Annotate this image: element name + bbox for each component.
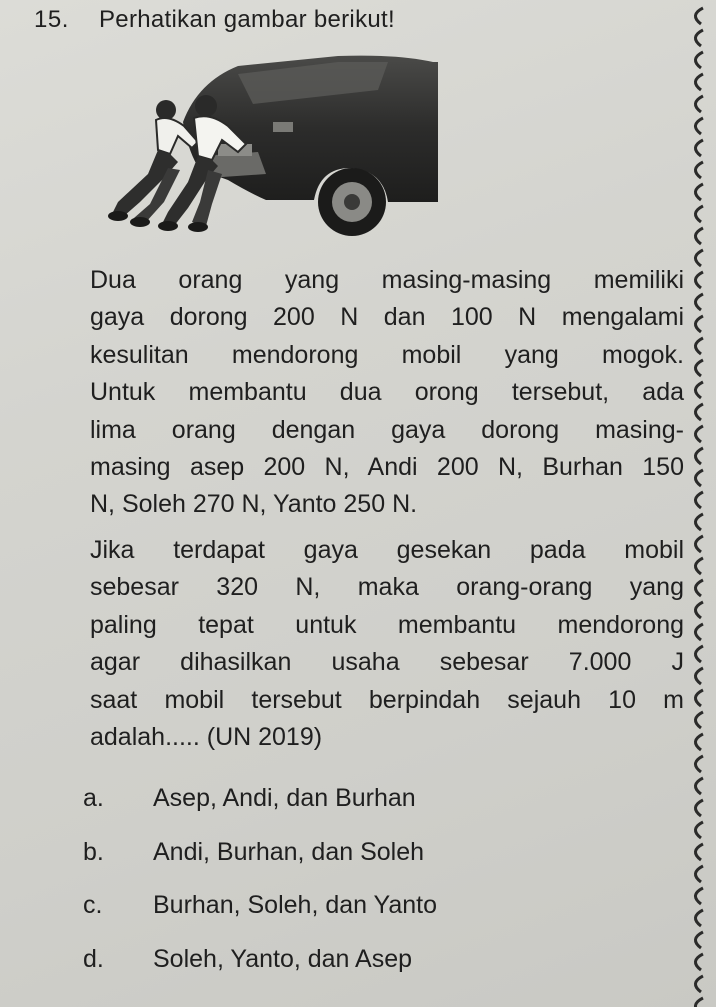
option-text: Burhan, Soleh, dan Yanto bbox=[153, 891, 438, 919]
option-letter: c. bbox=[83, 891, 103, 919]
binding-ring bbox=[695, 272, 703, 288]
binding-ring bbox=[695, 96, 703, 112]
binding-ring bbox=[695, 558, 703, 574]
paragraph-line: gaya dorong 200 N dan 100 N mengalami bbox=[90, 303, 684, 332]
paragraph-line: masing asep 200 N, Andi 200 N, Burhan 150 bbox=[90, 453, 684, 482]
question-prompt-paragraph bbox=[90, 532, 684, 756]
binding-ring bbox=[695, 712, 703, 728]
binding-ring bbox=[695, 250, 703, 266]
binding-ring bbox=[695, 756, 703, 772]
binding-ring bbox=[695, 382, 703, 398]
binding-ring bbox=[695, 514, 703, 530]
binding-ring bbox=[695, 536, 703, 552]
binding-ring bbox=[695, 52, 703, 68]
binding-ring bbox=[695, 118, 703, 134]
binding-ring bbox=[695, 866, 703, 882]
paragraph-line: agar dihasilkan usaha sebesar 7.000 J bbox=[90, 648, 684, 677]
binding-ring bbox=[695, 976, 703, 992]
binding-ring bbox=[695, 8, 703, 24]
binding-ring bbox=[695, 294, 703, 310]
binding-ring bbox=[695, 932, 703, 948]
paragraph-line: adalah..... (UN 2019) bbox=[90, 723, 323, 752]
option-text: Asep, Andi, dan Burhan bbox=[153, 784, 416, 812]
binding-ring bbox=[695, 360, 703, 376]
paragraph-line: Untuk membantu dua orong tersebut, ada bbox=[90, 378, 684, 407]
paragraph-line: kesulitan mendorong mobil yang mogok. bbox=[90, 340, 684, 369]
binding-ring bbox=[695, 646, 703, 662]
paragraph-line: paling tepat untuk membantu mendorong bbox=[90, 610, 684, 639]
binding-ring bbox=[695, 492, 703, 508]
binding-ring bbox=[695, 844, 703, 860]
binding-ring bbox=[695, 184, 703, 200]
binding-ring bbox=[695, 910, 703, 926]
binding-ring bbox=[695, 316, 703, 332]
question-number: 15. bbox=[34, 6, 69, 33]
question-title: Perhatikan gambar berikut! bbox=[99, 6, 395, 33]
binding-ring bbox=[695, 690, 703, 706]
option-letter: b. bbox=[83, 837, 104, 866]
binding-ring bbox=[695, 74, 703, 90]
problem-statement-paragraph bbox=[90, 262, 684, 524]
paragraph-line: sebesar 320 N, maka orang-orang yang bbox=[90, 573, 684, 602]
binding-ring bbox=[695, 338, 703, 354]
binding-ring bbox=[695, 140, 703, 156]
binding-ring bbox=[695, 602, 703, 618]
binding-ring bbox=[695, 624, 703, 640]
people-pushing-car-illustration bbox=[88, 52, 438, 247]
binding-ring bbox=[695, 206, 703, 222]
binding-ring bbox=[695, 580, 703, 596]
binding-ring bbox=[695, 998, 703, 1007]
binding-ring bbox=[695, 888, 703, 904]
binding-ring bbox=[695, 734, 703, 750]
binding-ring bbox=[695, 822, 703, 838]
paragraph-line: saat mobil tersebut berpindah sejauh 10 m bbox=[90, 685, 684, 714]
binding-ring bbox=[695, 404, 703, 420]
paragraph-line: Jika terdapat gaya gesekan pada mobil bbox=[90, 536, 684, 564]
paragraph-line: N, Soleh 270 N, Yanto 250 N. bbox=[90, 490, 418, 519]
binding-ring bbox=[695, 470, 703, 486]
paragraph-line: Dua orang yang masing-masing memiliki bbox=[90, 266, 684, 294]
binding-ring bbox=[695, 668, 703, 684]
option-text: Soleh, Yanto, dan Asep bbox=[153, 944, 413, 973]
option-letter: a. bbox=[83, 784, 104, 812]
paragraph-line: lima orang dengan gaya dorong masing- bbox=[90, 415, 684, 444]
binding-ring bbox=[695, 30, 703, 46]
spiral-binding bbox=[683, 0, 716, 1007]
binding-ring bbox=[695, 448, 703, 464]
binding-ring bbox=[695, 228, 703, 244]
option-text: Andi, Burhan, dan Soleh bbox=[153, 837, 425, 866]
binding-ring bbox=[695, 162, 703, 178]
binding-ring bbox=[695, 954, 703, 970]
binding-ring bbox=[695, 426, 703, 442]
binding-ring bbox=[695, 778, 703, 794]
option-letter: d. bbox=[83, 944, 104, 973]
binding-ring bbox=[695, 800, 703, 816]
